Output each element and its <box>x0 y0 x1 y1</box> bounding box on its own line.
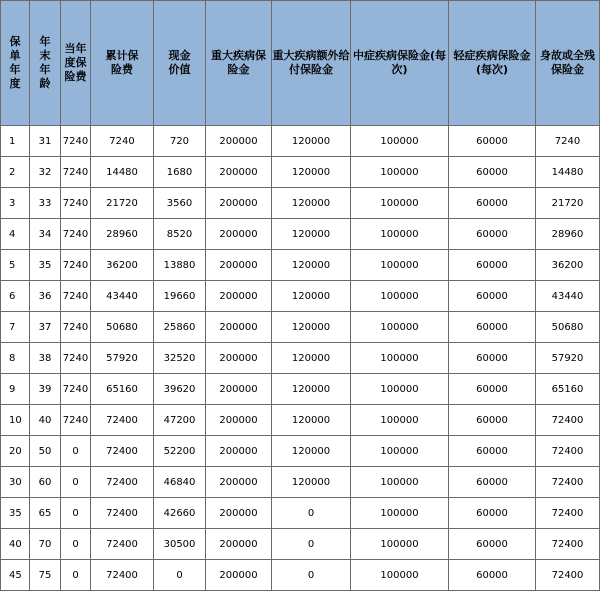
table-cell: 72400 <box>536 405 600 436</box>
table-cell: 36200 <box>536 250 600 281</box>
table-cell: 60 <box>30 467 61 498</box>
table-cell: 9 <box>1 374 30 405</box>
table-row <box>1 529 600 560</box>
table-cell: 200000 <box>206 498 272 529</box>
table-cell: 50680 <box>91 312 154 343</box>
header-mild-illness-benefit: 轻症疾病保险金(每次) <box>449 1 536 126</box>
table-cell: 200000 <box>206 157 272 188</box>
table-cell: 4 <box>1 219 30 250</box>
table-cell: 30 <box>1 467 30 498</box>
table-cell: 72400 <box>91 467 154 498</box>
header-annual-premium: 当年度保险费 <box>61 1 91 126</box>
table-row <box>1 405 600 436</box>
table-row <box>1 157 600 188</box>
table-cell: 65 <box>30 498 61 529</box>
header-moderate-illness-benefit: 中症疾病保险金(每次) <box>351 1 449 126</box>
table-row <box>1 219 600 250</box>
table-cell: 200000 <box>206 405 272 436</box>
table-cell: 60000 <box>449 467 536 498</box>
table-cell: 100000 <box>351 188 449 219</box>
table-cell: 32 <box>30 157 61 188</box>
table-row <box>1 436 600 467</box>
table-cell: 200000 <box>206 312 272 343</box>
table-cell: 100000 <box>351 157 449 188</box>
table-cell: 100000 <box>351 281 449 312</box>
table-cell: 7240 <box>61 219 91 250</box>
table-cell: 200000 <box>206 467 272 498</box>
table-cell: 21720 <box>91 188 154 219</box>
table-cell: 100000 <box>351 126 449 157</box>
table-cell: 200000 <box>206 250 272 281</box>
table-cell: 36 <box>30 281 61 312</box>
table-cell: 120000 <box>272 219 351 250</box>
table-cell: 6 <box>1 281 30 312</box>
table-cell: 200000 <box>206 219 272 250</box>
table-cell: 50 <box>30 436 61 467</box>
table-cell: 30500 <box>154 529 206 560</box>
table-row <box>1 126 600 157</box>
table-cell: 0 <box>61 436 91 467</box>
table-cell: 200000 <box>206 126 272 157</box>
table-cell: 7240 <box>61 126 91 157</box>
table-cell: 14480 <box>91 157 154 188</box>
table-cell: 72400 <box>91 405 154 436</box>
table-cell: 120000 <box>272 188 351 219</box>
table-cell: 72400 <box>536 529 600 560</box>
table-cell: 60000 <box>449 250 536 281</box>
table-cell: 7240 <box>61 250 91 281</box>
table-cell: 60000 <box>449 157 536 188</box>
table-cell: 21720 <box>536 188 600 219</box>
header-critical-illness-extra-benefit: 重大疾病额外给付保险金 <box>272 1 351 126</box>
table-cell: 7240 <box>61 157 91 188</box>
table-cell: 0 <box>61 498 91 529</box>
table-row <box>1 560 600 591</box>
table-cell: 75 <box>30 560 61 591</box>
table-cell: 1680 <box>154 157 206 188</box>
table-header-row <box>1 1 600 126</box>
table-cell: 57920 <box>91 343 154 374</box>
table-cell: 200000 <box>206 436 272 467</box>
table-cell: 36200 <box>91 250 154 281</box>
table-cell: 120000 <box>272 405 351 436</box>
table-cell: 7240 <box>61 188 91 219</box>
table-cell: 60000 <box>449 312 536 343</box>
table-cell: 33 <box>30 188 61 219</box>
table-cell: 0 <box>61 529 91 560</box>
table-cell: 200000 <box>206 529 272 560</box>
table-cell: 34 <box>30 219 61 250</box>
table-cell: 72400 <box>536 467 600 498</box>
header-cumulative-premium: 累计保险费 <box>91 1 154 126</box>
table-cell: 120000 <box>272 467 351 498</box>
table-row <box>1 343 600 374</box>
table-cell: 52200 <box>154 436 206 467</box>
header-critical-illness-benefit: 重大疾病保险金 <box>206 1 272 126</box>
table-cell: 72400 <box>91 529 154 560</box>
table-cell: 120000 <box>272 374 351 405</box>
table-cell: 40 <box>1 529 30 560</box>
table-cell: 120000 <box>272 343 351 374</box>
table-cell: 200000 <box>206 343 272 374</box>
table-cell: 70 <box>30 529 61 560</box>
table-cell: 60000 <box>449 405 536 436</box>
table-cell: 40 <box>30 405 61 436</box>
table-cell: 37 <box>30 312 61 343</box>
table-cell: 46840 <box>154 467 206 498</box>
table-cell: 45 <box>1 560 30 591</box>
table-cell: 35 <box>1 498 30 529</box>
table-cell: 60000 <box>449 560 536 591</box>
table-cell: 0 <box>272 560 351 591</box>
table-cell: 72400 <box>536 498 600 529</box>
table-cell: 50680 <box>536 312 600 343</box>
table-cell: 60000 <box>449 498 536 529</box>
table-cell: 2 <box>1 157 30 188</box>
table-cell: 57920 <box>536 343 600 374</box>
table-row <box>1 188 600 219</box>
table-cell: 7240 <box>61 374 91 405</box>
table-cell: 43440 <box>536 281 600 312</box>
header-cash-value: 现金价值 <box>154 1 206 126</box>
table-cell: 5 <box>1 250 30 281</box>
table-cell: 72400 <box>536 436 600 467</box>
table-cell: 60000 <box>449 374 536 405</box>
table-cell: 720 <box>154 126 206 157</box>
table-cell: 28960 <box>91 219 154 250</box>
table-cell: 13880 <box>154 250 206 281</box>
header-age-at-year-end: 年末年龄 <box>30 1 61 126</box>
table-cell: 120000 <box>272 126 351 157</box>
table-cell: 7 <box>1 312 30 343</box>
table-cell: 42660 <box>154 498 206 529</box>
table-cell: 47200 <box>154 405 206 436</box>
table-row <box>1 250 600 281</box>
table-cell: 43440 <box>91 281 154 312</box>
table-cell: 0 <box>154 560 206 591</box>
table-cell: 200000 <box>206 188 272 219</box>
table-cell: 200000 <box>206 374 272 405</box>
table-cell: 3 <box>1 188 30 219</box>
table-row <box>1 281 600 312</box>
table-cell: 60000 <box>449 126 536 157</box>
table-cell: 72400 <box>91 436 154 467</box>
table-cell: 65160 <box>536 374 600 405</box>
table-cell: 100000 <box>351 250 449 281</box>
table-cell: 100000 <box>351 219 449 250</box>
table-cell: 100000 <box>351 529 449 560</box>
table-cell: 25860 <box>154 312 206 343</box>
table-cell: 39 <box>30 374 61 405</box>
table-cell: 65160 <box>91 374 154 405</box>
table-cell: 60000 <box>449 529 536 560</box>
table-cell: 20 <box>1 436 30 467</box>
table-cell: 100000 <box>351 405 449 436</box>
table-cell: 7240 <box>61 405 91 436</box>
header-death-disability-benefit: 身故或全残保险金 <box>536 1 600 126</box>
table-cell: 3560 <box>154 188 206 219</box>
table-cell: 0 <box>61 467 91 498</box>
table-cell: 200000 <box>206 281 272 312</box>
table-cell: 100000 <box>351 498 449 529</box>
table-cell: 0 <box>272 529 351 560</box>
table-cell: 72400 <box>91 560 154 591</box>
table-cell: 31 <box>30 126 61 157</box>
table-cell: 38 <box>30 343 61 374</box>
table-cell: 7240 <box>61 281 91 312</box>
table-cell: 7240 <box>61 343 91 374</box>
table-cell: 60000 <box>449 188 536 219</box>
table-cell: 10 <box>1 405 30 436</box>
table-cell: 120000 <box>272 312 351 343</box>
table-cell: 72400 <box>536 560 600 591</box>
table-row <box>1 312 600 343</box>
table-cell: 60000 <box>449 281 536 312</box>
table-cell: 60000 <box>449 436 536 467</box>
table-cell: 7240 <box>536 126 600 157</box>
table-cell: 1 <box>1 126 30 157</box>
table-cell: 0 <box>61 560 91 591</box>
table-cell: 60000 <box>449 343 536 374</box>
table-cell: 100000 <box>351 343 449 374</box>
table-cell: 8520 <box>154 219 206 250</box>
table-body <box>1 126 600 591</box>
table-cell: 100000 <box>351 560 449 591</box>
table-cell: 7240 <box>61 312 91 343</box>
table-cell: 39620 <box>154 374 206 405</box>
table-row <box>1 467 600 498</box>
table-cell: 100000 <box>351 467 449 498</box>
table-cell: 19660 <box>154 281 206 312</box>
table-cell: 100000 <box>351 436 449 467</box>
table-row <box>1 374 600 405</box>
header-policy-year: 保单年度 <box>1 1 30 126</box>
table-cell: 60000 <box>449 219 536 250</box>
table-cell: 120000 <box>272 436 351 467</box>
table-cell: 100000 <box>351 374 449 405</box>
table-cell: 120000 <box>272 250 351 281</box>
table-cell: 120000 <box>272 281 351 312</box>
table-cell: 72400 <box>91 498 154 529</box>
table-cell: 8 <box>1 343 30 374</box>
table-cell: 28960 <box>536 219 600 250</box>
table-cell: 200000 <box>206 560 272 591</box>
table-cell: 35 <box>30 250 61 281</box>
table-cell: 32520 <box>154 343 206 374</box>
table-cell: 100000 <box>351 312 449 343</box>
table-cell: 0 <box>272 498 351 529</box>
table-row <box>1 498 600 529</box>
table-cell: 7240 <box>91 126 154 157</box>
table-cell: 14480 <box>536 157 600 188</box>
table-cell: 120000 <box>272 157 351 188</box>
